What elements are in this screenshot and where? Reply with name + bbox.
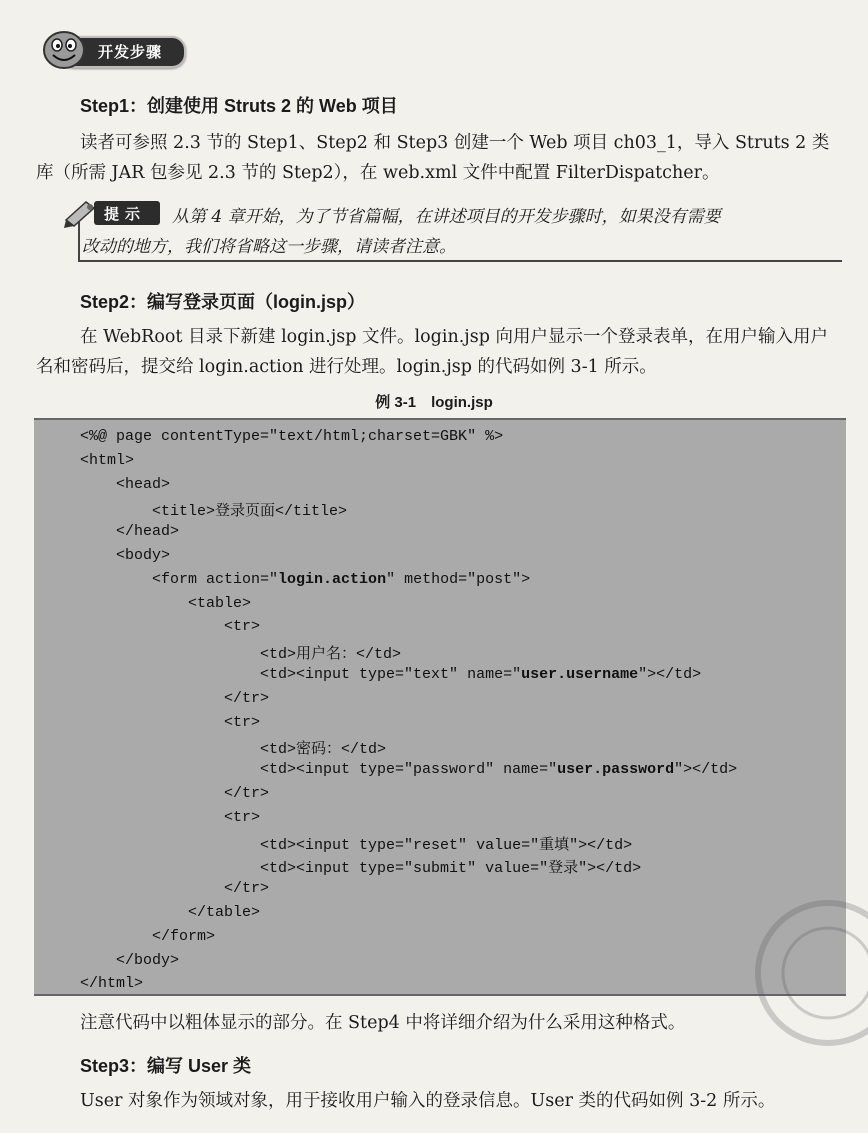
code-line [80, 428, 503, 445]
step2-paragraph: 在 WebRoot 目录下新建 login.jsp 文件。login.jsp 向用户显示一个登录表单，在用户输入用户名和密码后，提交给 login.action 进行处理。login.jsp 的代码如例 3-1 所示。 [36, 327, 828, 377]
code-line [80, 690, 269, 707]
code-block [34, 418, 846, 996]
code-text: <tr> [80, 713, 261, 731]
code-text: </body> [80, 951, 180, 969]
code-line [80, 618, 260, 635]
example-caption: 例 3-1 login.jsp [375, 394, 493, 411]
code-line [80, 975, 143, 992]
code-text: <%@ page contentType="text/html;charset=GBK" %> [80, 428, 504, 445]
code-line [80, 642, 401, 663]
code-text: <td><input type="reset" value="重填"></td> [80, 836, 633, 854]
code-text: <tr> [80, 808, 261, 826]
step3-title: Step3：编写 User 类 [80, 1056, 252, 1076]
code-line [80, 666, 701, 683]
code-text: "></td> [638, 666, 702, 683]
code-text: <form action=" [80, 570, 279, 588]
code-text: </head> [80, 523, 180, 541]
code-line [80, 499, 347, 520]
code-text: <html> [80, 451, 135, 469]
code-line [80, 833, 632, 854]
code-text: <head> [80, 475, 171, 493]
code-text: </tr> [80, 880, 270, 898]
code-text: " method="post"> [386, 570, 531, 588]
code-bold-text: user.password [557, 761, 675, 779]
code-text: <title>登录页面</title> [80, 503, 348, 521]
step3-paragraph: User 对象作为领域对象，用于接收用户输入的登录信息。User 类的代码如例 3-2 所示。 [80, 1091, 776, 1111]
code-line [80, 737, 386, 758]
code-bold-text: user.username [521, 666, 639, 683]
tip-tag [64, 198, 164, 228]
code-text: <body> [80, 547, 171, 564]
code-line [80, 856, 641, 877]
code-line [80, 547, 170, 564]
code-text: </html> [80, 975, 144, 993]
step2-title: Step2：编写登录页面（login.jsp） [80, 292, 366, 312]
watermark-graphic [728, 893, 868, 1093]
code-line [80, 904, 260, 921]
code-text: "></td> [674, 761, 738, 779]
code-text: </tr> [80, 785, 270, 802]
code-line [80, 571, 530, 588]
code-text: </table> [80, 904, 261, 921]
note-after-code: 注意代码中以粗体显示的部分。在 Step4 中将详细介绍为什么采用这种格式。 [80, 1013, 686, 1033]
badge-label: 开发步骤 [98, 43, 163, 61]
code-line [80, 714, 260, 731]
code-text: <td>密码：</td> [80, 741, 387, 759]
tip-line-1: 从第 4 章开始，为了节省篇幅，在讲述项目的开发步骤时，如果没有需要 [172, 207, 721, 227]
code-text: <tr> [80, 618, 261, 636]
code-line [80, 452, 134, 469]
code-text: <td><input type="submit" value="登录"></td> [80, 860, 642, 878]
tip-box [64, 198, 844, 262]
code-line [80, 523, 179, 540]
step1-title: Step1：创建使用 Struts 2 的 Web 项目 [80, 96, 398, 116]
code-text: <table> [80, 594, 252, 612]
tip-line-2: 改动的地方，我们将省略这一步骤，请读者注意。 [82, 237, 456, 257]
code-line [80, 928, 215, 945]
code-text: <td>用户名：</td> [80, 646, 402, 664]
code-text: <td><input type="text" name=" [80, 666, 522, 683]
smiley-icon [42, 30, 86, 70]
code-text: </tr> [80, 689, 270, 707]
tip-label: 提示 [104, 205, 147, 223]
code-text: </form> [80, 927, 216, 945]
code-line [80, 476, 170, 493]
code-line [80, 809, 260, 826]
section-badge [42, 28, 188, 72]
code-line [80, 785, 269, 802]
code-line [80, 952, 179, 969]
code-bold-text: login.action [278, 570, 387, 588]
code-text: <td><input type="password" name=" [80, 761, 558, 779]
code-line [80, 761, 737, 778]
step1-paragraph: 读者可参照 2.3 节的 Step1、Step2 和 Step3 创建一个 Web 项目 ch03_1，导入 Struts 2 类库（所需 JAR 包参见 2.3 节的 Step2），在 web.xml 文件中配置 FilterDispatcher。 [36, 133, 830, 183]
code-line [80, 880, 269, 897]
code-line [80, 595, 251, 612]
